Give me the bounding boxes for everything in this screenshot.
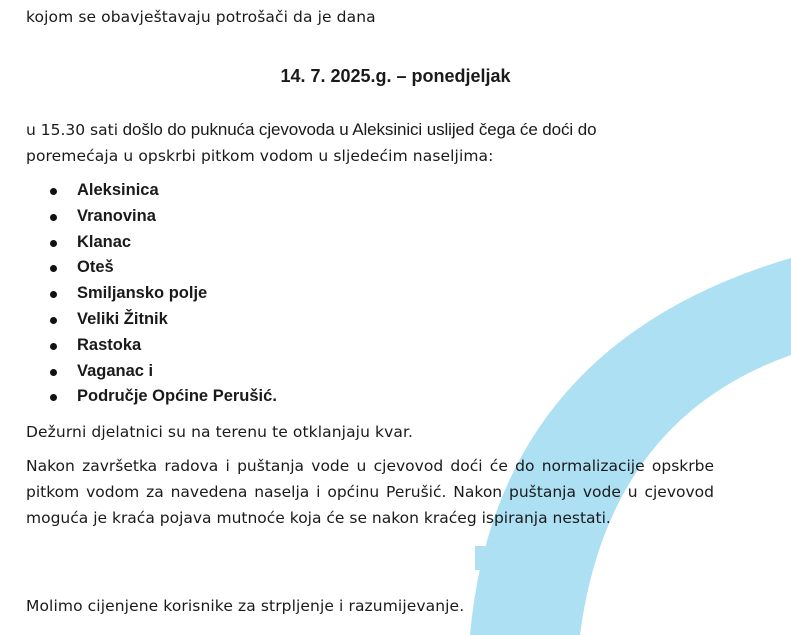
crew-status-line: Dežurni djelatnici su na terenu te otklanjaju kvar. bbox=[26, 423, 414, 441]
list-item: Veliki Žitnik bbox=[46, 307, 277, 333]
notice-time: u 15.30 sati bbox=[26, 121, 119, 139]
list-item: Vranovina bbox=[46, 204, 277, 230]
list-item: Aleksinica bbox=[46, 178, 277, 204]
intro-line: kojom se obavještavaju potrošači da je dana bbox=[26, 8, 376, 26]
notice-body-line1: došlo do puknuća cjevovoda u Aleksinici uslijed čega će doći do bbox=[118, 120, 597, 139]
closing-line: Molimo cijenjene korisnike za strpljenje i razumijevanje. bbox=[26, 597, 465, 615]
notice-first-line bbox=[26, 117, 714, 143]
list-item: Oteš bbox=[46, 255, 277, 281]
list-item: Klanac bbox=[46, 230, 277, 256]
list-item: Rastoka bbox=[46, 333, 277, 359]
date-heading: 14. 7. 2025.g. – ponedjeljak bbox=[280, 66, 511, 86]
notice-second-line: poremećaja u opskrbi pitkom vodom u sljedećim naseljima: bbox=[26, 147, 494, 165]
settlement-list bbox=[46, 178, 277, 410]
list-item: Vaganac i bbox=[46, 359, 277, 385]
list-item: Područje Općine Perušić. bbox=[46, 384, 277, 410]
list-item: Smiljansko polje bbox=[46, 281, 277, 307]
normalization-paragraph: Nakon završetka radova i puštanja vode u cjevovod doći će do normalizacije opskrbe pitkom vodom za navedena naselja i općinu Perušić. Nakon puštanja vode u cjevovod moguća je kraća pojava mutnoće koja će se nakon kraćeg ispiranja nestati. bbox=[26, 457, 714, 527]
